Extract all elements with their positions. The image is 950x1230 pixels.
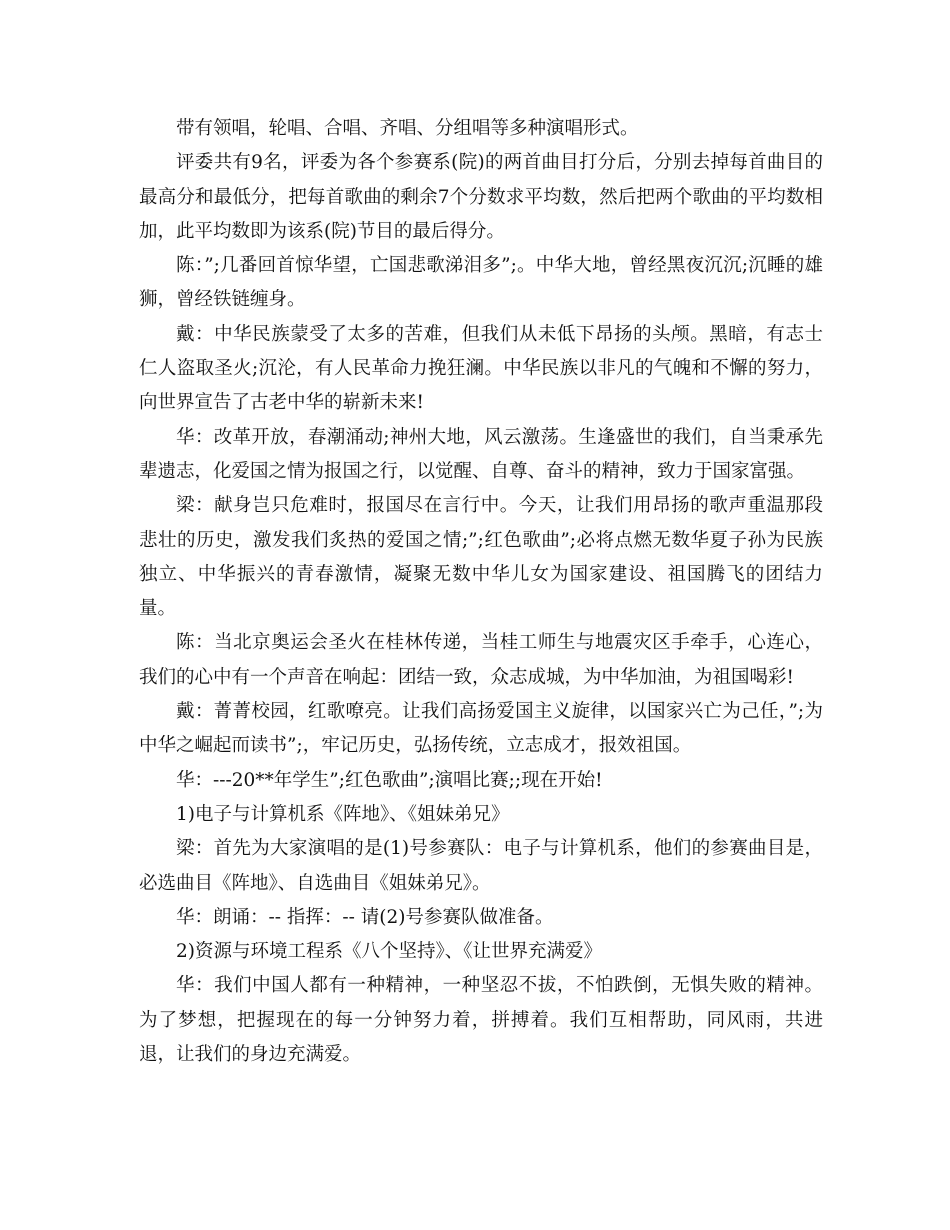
paragraph-hua-start: 华：---20**年学生”;红色歌曲”;演唱比赛;;现在开始! xyxy=(176,769,603,791)
paragraph-hua-reform: 华：改革开放，春潮涌动;神州大地，风云激荡。生逢盛世的我们，自当秉承先辈遗志，化爱国之情为报国之行，以觉醒、自尊、奋斗的精神，致力于国家富强。 xyxy=(139,426,823,482)
paragraph-dai-history: 戴：中华民族蒙受了太多的苦难，但我们从未低下昂扬的头颅。黑暗，有志士仁人盗取圣火;沉沦，有人民革命力挽狂澜。中华民族以非凡的气魄和不懈的努力，向世界宣告了古老中华的崭新未来! xyxy=(139,323,823,414)
paragraph-singing-forms: 带有领唱，轮唱、合唱、齐唱、分组唱等多种演唱形式。 xyxy=(176,118,639,139)
paragraph-hua-spirit: 华：我们中国人都有一种精神，一种坚忍不拔，不怕跌倒，无惧失败的精神。为了梦想，把握现在的每一分钟努力着，拼搏着。我们互相帮助，同风雨，共进退，让我们的身边充满爱。 xyxy=(139,975,823,1066)
document-body xyxy=(139,112,823,1072)
paragraph-liang-patriotism: 梁：献身岂只危难时，报国尽在言行中。今天，让我们用昂扬的歌声重温那段悲壮的历史，激发我们炙热的爱国之情;”;红色歌曲”;必将点燃无数华夏子孙为民族独立、中华振兴的青春激情，凝聚无数中华儿女为国家建设、祖国腾飞的团结力量。 xyxy=(139,495,823,620)
paragraph-program-2: 2)资源与环境工程系《八个坚持》、《让世界充满爱》 xyxy=(176,941,602,963)
paragraph-program-1: 1)电子与计算机系《阵地》、《姐妹弟兄》 xyxy=(176,803,510,825)
paragraph-chen-opening: 陈：”;几番回首惊华望，亡国悲歌涕泪多”;。中华大地，曾经黑夜沉沉;沉睡的雄狮，曾经铁链缠身。 xyxy=(139,255,823,311)
paragraph-chen-olympics: 陈：当北京奥运会圣火在桂林传递，当桂工师生与地震灾区手牵手，心连心，我们的心中有一个声音在响起：团结一致，众志成城，为中华加油，为祖国喝彩! xyxy=(139,632,823,688)
paragraph-dai-campus: 戴：菁菁校园，红歌嘹亮。让我们高扬爱国主义旋律，以国家兴亡为己任，”;为中华之崛起而读书”;，牢记历史，弘扬传统，立志成才，报效祖国。 xyxy=(139,701,823,757)
paragraph-judging-rules: 评委共有9名，评委为各个参赛系(院)的两首曲目打分后，分别去掉每首曲目的最高分和最低分，把每首歌曲的剩余7个分数求平均数，然后把两个歌曲的平均数相加，此平均数即为该系(院)节目的最后得分。 xyxy=(139,152,823,242)
paragraph-hua-recitation: 华：朗诵：-- 指挥：-- 请(2)号参赛队做准备。 xyxy=(176,906,554,928)
paragraph-liang-team-1: 梁：首先为大家演唱的是(1)号参赛队：电子与计算机系，他们的参赛曲目是，必选曲目《阵地》、自选曲目《姐妹弟兄》。 xyxy=(139,838,823,894)
